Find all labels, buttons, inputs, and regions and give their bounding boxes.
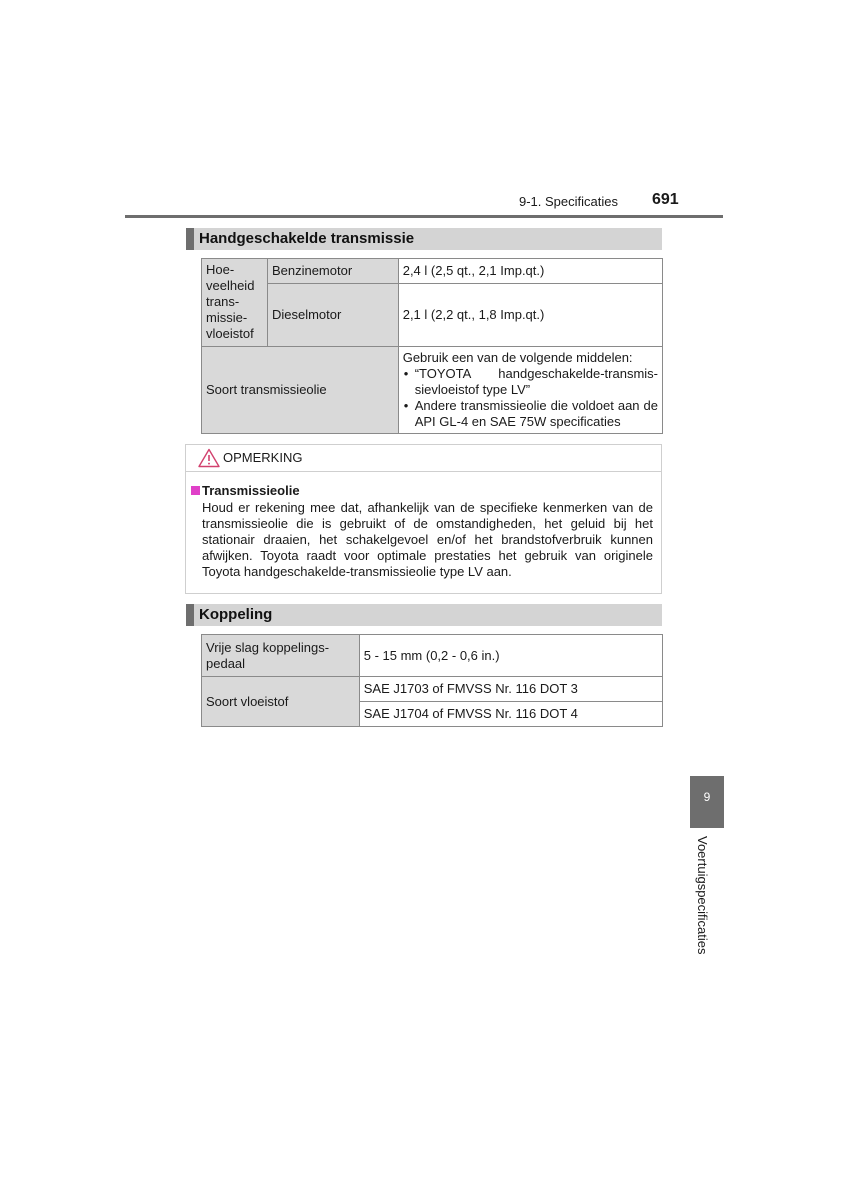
table-row (202, 347, 663, 434)
chapter-tab (690, 776, 724, 828)
page-number: 691 (652, 191, 679, 208)
section-title-clutch: Koppeling (186, 604, 662, 626)
clutch-table (201, 634, 663, 727)
free-play-value: 5 - 15 mm (0,2 - 0,6 in.) (359, 635, 662, 677)
header-divider (125, 215, 723, 218)
warning-triangle-icon (198, 448, 220, 468)
table-row (202, 284, 663, 347)
capacity-value-diesel: 2,1 l (2,2 qt., 1,8 Imp.qt.) (398, 284, 662, 347)
fluid-type-value-dot4: SAE J1704 of FMVSS Nr. 116 DOT 4 (359, 702, 662, 727)
list-item: • Andere transmissieolie die voldoet aan de API GL-4 en SAE 75W specificaties (403, 398, 658, 430)
list-item: • “TOYOTA handgeschakelde-transmis-sievloeistof type LV” (403, 366, 658, 398)
manual-transmission-table (201, 258, 663, 434)
notice-subtitle (191, 483, 300, 498)
section-title-manual-transmission: Handgeschakelde transmissie (186, 228, 662, 250)
table-row (202, 677, 663, 702)
oil-type-intro: Gebruik een van de volgende middelen: (402, 350, 633, 365)
notice-box (185, 444, 662, 594)
notice-title: OPMERKING (223, 450, 303, 465)
square-bullet-icon (191, 486, 200, 495)
engine-label-diesel: Dieselmotor (267, 284, 398, 347)
fluid-type-label: Soort vloeistof (202, 677, 360, 727)
notice-subtitle-text: Transmissieolie (202, 483, 300, 498)
chapter-number: 9 (703, 790, 711, 804)
notice-text: Houd er rekening mee dat, afhankelijk van de specifieke kenmerken van de transmissieolie die is gebruikt of de omstandigheden, het geluid bij het stationair draaien, het schakelgevoel en/of het brandstofverbruik kunnen afwijken. Toyota raadt voor optimale prestaties het gebruik van originele Toyota handgeschakelde-transmissieolie type LV aan. (202, 500, 653, 579)
oil-type-list (403, 366, 658, 430)
table-row (202, 259, 663, 284)
fluid-capacity-label: Hoe- veelheid trans- missie- vloeistof (202, 259, 268, 347)
fluid-type-value-dot3: SAE J1703 of FMVSS Nr. 116 DOT 3 (359, 677, 662, 702)
table-row (202, 635, 663, 677)
oil-type-label: Soort transmissieolie (202, 347, 399, 434)
oil-type-cell (398, 347, 662, 434)
notice-header (186, 445, 661, 472)
chapter-label: Voertuigspecificaties (695, 836, 710, 955)
engine-label-petrol: Benzinemotor (267, 259, 398, 284)
free-play-label: Vrije slag koppelings- pedaal (202, 635, 360, 677)
header-section-title: 9-1. Specificaties (519, 194, 618, 209)
capacity-value-petrol: 2,4 l (2,5 qt., 2,1 Imp.qt.) (398, 259, 662, 284)
